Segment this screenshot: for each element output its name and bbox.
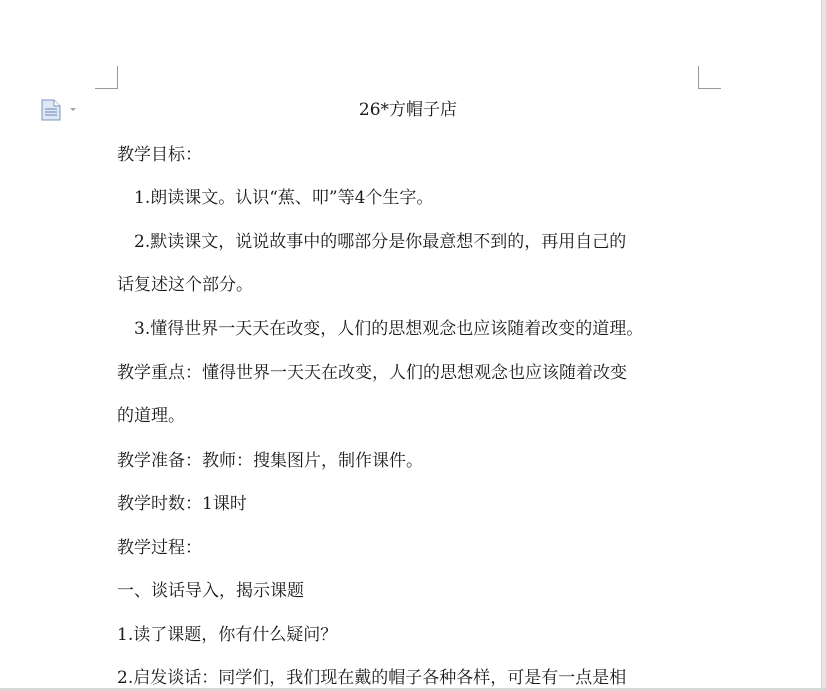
- scroll-edge: [821, 0, 826, 691]
- text-line-process-heading: 教学过程：: [117, 538, 202, 558]
- document-title: 26*方帽子店: [358, 100, 458, 120]
- margin-corner-top-right: [698, 66, 721, 89]
- text-line-objective-3: 3.懂得世界一天天在改变，人们的思想观念也应该随着改变的道理。: [134, 319, 644, 339]
- text-line-objective-1: 1.朗读课文。认识“蕉、叩”等4个生字。: [134, 188, 434, 208]
- text-line-key-points: 教学重点：懂得世界一天天在改变，人们的思想观念也应该随着改变: [117, 363, 627, 383]
- text-line-key-points-cont: 的道理。: [117, 406, 185, 426]
- text-line-step-2: 2.启发谈话：同学们，我们现在戴的帽子各种各样，可是有一点是相: [117, 668, 627, 688]
- text-line-section-1: 一、谈话导入，揭示课题: [117, 581, 304, 601]
- text-line-objective-2-cont: 话复述这个部分。: [117, 275, 253, 295]
- text-line-objectives-heading: 教学目标：: [117, 145, 202, 165]
- text-line-class-hours: 教学时数：1课时: [117, 494, 247, 514]
- margin-corner-top-left: [95, 66, 118, 89]
- text-line-objective-2: 2.默读课文，说说故事中的哪部分是你最意想不到的，再用自己的: [134, 232, 627, 252]
- text-line-preparation: 教学准备：教师：搜集图片，制作课件。: [117, 451, 423, 471]
- text-line-step-1: 1.读了课题，你有什么疑问？: [117, 625, 338, 645]
